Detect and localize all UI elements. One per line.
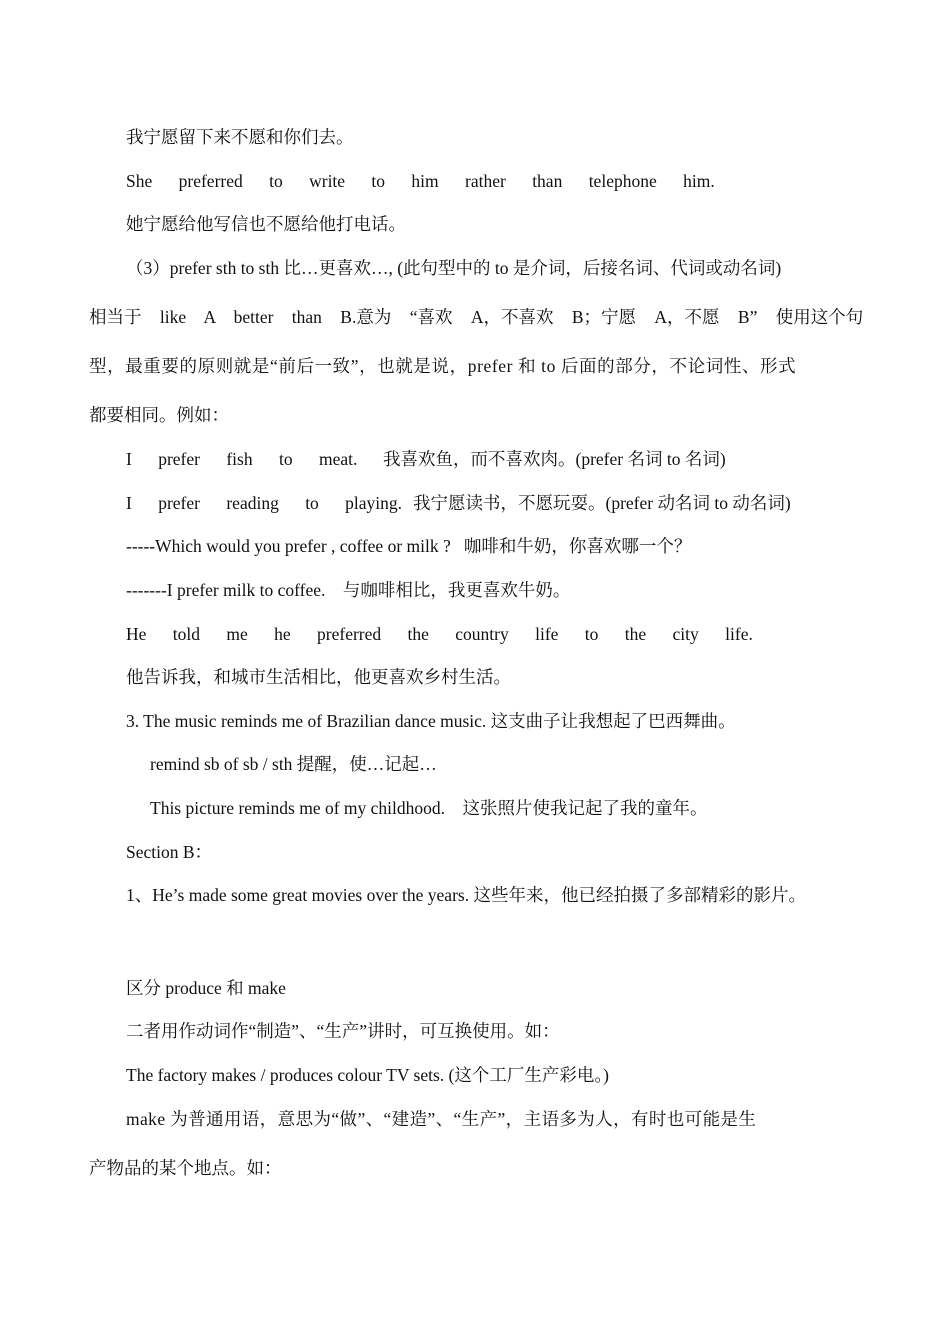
text-line: This picture reminds me of my childhood. 这张照片使我记起了我的童年。 [150, 798, 708, 818]
text-line: 1、He’s made some great movies over the years. 这些年来，他已经拍摄了多部精彩的影片。 [126, 885, 806, 905]
text-line: remind sb of sb / sth 提醒，使…记起… [150, 754, 437, 774]
text-line: 相当于 like A better than B.意为 “喜欢 A，不喜欢 B；宁愿 A，不愿 B” 使用这个句 [89, 307, 864, 327]
text-line: 型，最重要的原则就是“前后一致”，也就是说，prefer 和 to 后面的部分，不论词性、形式 [89, 356, 797, 376]
text-line: She preferred to write to him rather than telephone him. [126, 171, 715, 191]
text-line: 她宁愿给他写信也不愿给他打电话。 [126, 214, 406, 234]
text-line: Section B： [126, 842, 213, 862]
text-line: The factory makes / produces colour TV sets. (这个工厂生产彩电。) [126, 1065, 609, 1085]
text-line: 区分 produce 和 make [126, 978, 286, 998]
text-line: He told me he preferred the country life to the city life. [126, 624, 753, 644]
text-line: I prefer fish to meat. [126, 449, 358, 469]
text-line: 都要相同。例如： [89, 405, 229, 425]
text-line: 3. The music reminds me of Brazilian dance music. 这支曲子让我想起了巴西舞曲。 [126, 711, 736, 731]
text-line: 产物品的某个地点。如： [89, 1158, 282, 1178]
text-line: （3）prefer sth to sth 比…更喜欢…, (此句型中的 to 是介词，后接名词、代词或动名词) [126, 258, 782, 278]
text-line: I prefer reading to playing. [126, 493, 403, 513]
text-line: 二者用作动词作“制造”、“生产”讲时，可互换使用。如： [126, 1021, 560, 1041]
text-line: -----Which would you prefer , coffee or milk ? 咖啡和牛奶，你喜欢哪一个？ [126, 536, 692, 556]
text-line: 我宁愿读书，不愿玩耍。(prefer 动名词 to 动名词) [413, 493, 791, 513]
text-line: -------I prefer milk to coffee. 与咖啡相比，我更喜欢牛奶。 [126, 580, 571, 600]
text-line: 我宁愿留下来不愿和你们去。 [126, 127, 354, 147]
text-line: 他告诉我，和城市生活相比，他更喜欢乡村生活。 [126, 667, 511, 687]
text-line: make 为普通用语，意思为“做”、“建造”、“生产”，主语多为人，有时也可能是生 [126, 1109, 757, 1129]
text-line: 我喜欢鱼，而不喜欢肉。(prefer 名词 to 名词) [383, 449, 726, 469]
